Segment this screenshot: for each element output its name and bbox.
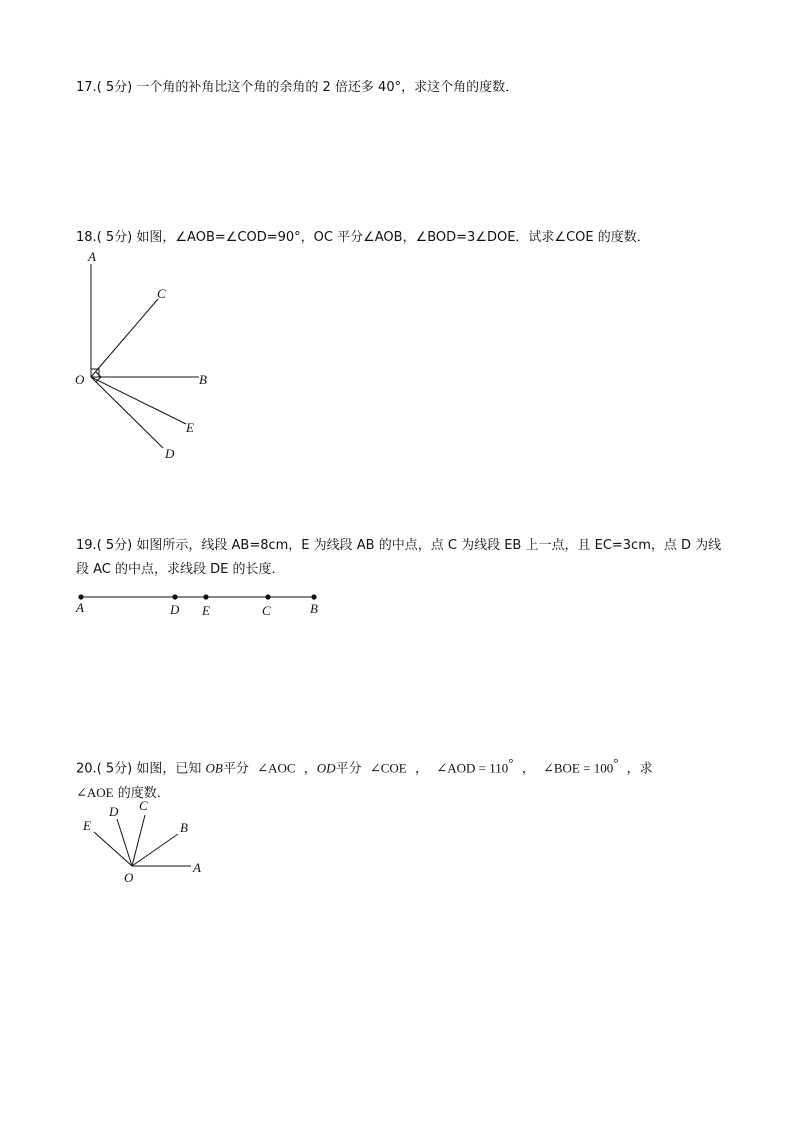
question-body: 一个角的补角比这个角的余角的 2 倍还多 40°，求这个角的度数． [136,80,519,95]
label-o: O [75,372,85,387]
label-c: C [157,286,166,301]
figure-20 [82,798,201,885]
label-b: B [310,601,318,616]
question-20-line-2 [76,781,726,806]
label-d: D [165,446,175,461]
label-d: D [109,804,119,819]
question-text: 平分 [335,761,362,777]
question-score: ( 5分) [96,230,133,245]
label-b: B [199,372,207,387]
degree-sign: ° [613,755,619,770]
label-a: A [88,249,96,264]
point-a [78,594,83,599]
point-e [203,594,208,599]
question-text: ， [521,761,535,777]
question-20-line-1 [76,751,726,781]
question-19-line-1 [76,534,726,558]
question-text: ， [415,761,429,777]
question-body: 如图，∠AOB=∠COD=90°，OC 平分∠AOB，∠BOD=3∠DOE．试求∠COE 的度数． [136,230,650,245]
question-number: 18. [76,230,97,245]
question-text: ， [303,761,317,777]
question-score: ( 5分) [96,80,133,95]
label-c: C [139,798,148,813]
question-number: 19. [76,538,97,553]
question-text: ，求 [626,761,653,777]
question-19 [76,534,726,582]
figure-19 [75,594,318,618]
label-a: A [193,860,201,875]
degree-sign: ° [508,755,514,770]
label-e: E [186,420,194,435]
label-a: A [76,600,84,615]
math-angle-boe: ∠BOE = 100 [542,760,614,776]
label-o: O [124,870,134,885]
ray-od [91,377,163,448]
math-ob: OB [205,760,223,776]
ray-oe [91,377,186,424]
question-number: 17. [76,80,97,95]
label-e: E [83,818,91,833]
point-b [311,594,316,599]
label-e: E [202,603,210,618]
math-angle-aoc: ∠AOC [257,760,296,776]
question-20 [76,751,726,806]
question-body-line-1: 如图所示，线段 AB=8cm，E 为线段 AB 的中点，点 C 为线段 EB 上一点，且 EC=3cm，点 D 为线 [136,538,722,553]
math-angle-aoe: ∠AOE [76,785,114,801]
question-score: ( 5分) [96,538,133,553]
question-text: 平分 [222,761,249,777]
point-d [172,594,177,599]
label-d: D [170,602,180,617]
label-c: C [262,603,271,618]
question-text: 如图，已知 [136,761,202,777]
math-angle-aod: ∠AOD = 110 [436,760,509,776]
question-body-line-2: 段 AC 的中点，求线段 DE 的长度． [76,562,285,577]
label-b: B [180,820,188,835]
question-number: 20. [76,761,97,777]
point-c [265,594,270,599]
math-angle-coe: ∠COE [369,760,407,776]
question-text: 的度数． [117,786,170,802]
question-score: ( 5分) [96,761,133,777]
figure-18-lines [91,264,199,448]
ray-oc [91,299,158,377]
math-od: OD [316,760,336,776]
